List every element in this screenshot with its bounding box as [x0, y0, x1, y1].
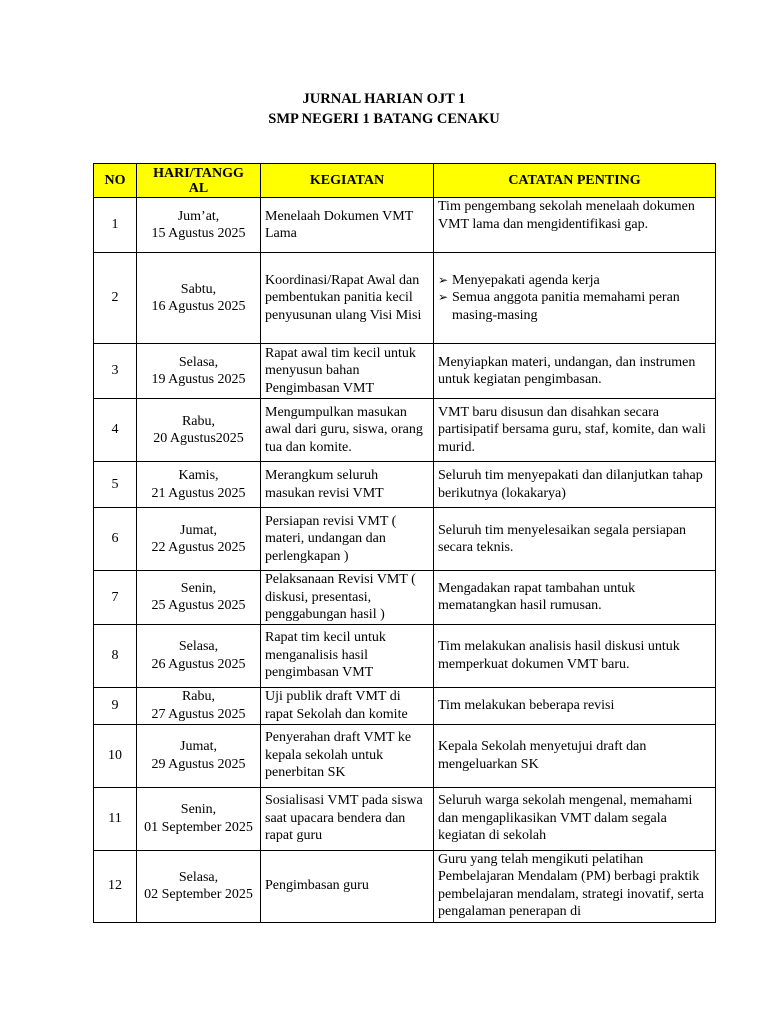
row-day-date: [137, 399, 261, 462]
row-date: 15 Agustus 2025: [151, 226, 246, 241]
table-row: [94, 462, 716, 508]
table-row: [94, 571, 716, 625]
row-date: 16 Agustus 2025: [151, 299, 246, 314]
table-row: [94, 624, 716, 687]
row-notes: Mengadakan rapat tambahan untuk mematangkan hasil rumusan.: [434, 571, 716, 625]
row-activity: Menelaah Dokumen VMT Lama: [261, 198, 434, 253]
row-number: 9: [94, 687, 137, 724]
row-day: Sabtu,: [180, 281, 217, 297]
header-activity: KEGIATAN: [261, 164, 434, 198]
row-notes: Guru yang telah mengikuti pelatihan Pembelajaran Mendalam (PM) berbagi praktik pembelajaran mendalam, strategi inovatif, serta pengalaman penerapan di: [434, 850, 716, 922]
row-number: 2: [94, 253, 137, 344]
notes-bullet-list: [438, 272, 711, 325]
row-day: Selasa,: [178, 869, 219, 885]
row-day-date: [137, 850, 261, 922]
table-row: [94, 787, 716, 850]
row-notes: Tim pengembang sekolah menelaah dokumen VMT lama dan mengidentifikasi gap.: [434, 198, 716, 253]
row-notes: Seluruh tim menyepakati dan dilanjutkan tahap berikutnya (lokakarya): [434, 462, 716, 508]
row-number: 3: [94, 344, 137, 399]
row-date: 20 Agustus2025: [153, 431, 244, 446]
table-row: [94, 399, 716, 462]
row-day-date: [137, 624, 261, 687]
table-row: [94, 724, 716, 787]
row-day: Rabu,: [181, 413, 216, 429]
row-activity: Rapat awal tim kecil untuk menyusun bahan Pengimbasan VMT: [261, 344, 434, 399]
row-date: 21 Agustus 2025: [151, 485, 246, 501]
row-date: 25 Agustus 2025: [151, 598, 246, 614]
row-day-date: [137, 571, 261, 625]
row-date: 29 Agustus 2025: [151, 756, 246, 772]
row-day: Senin,: [180, 580, 217, 596]
row-activity: Penyerahan draft VMT ke kepala sekolah untuk penerbitan SK: [261, 724, 434, 787]
row-number: 12: [94, 850, 137, 922]
row-day: Rabu,: [181, 689, 216, 704]
row-number: 5: [94, 462, 137, 508]
row-activity: Uji publik draft VMT di rapat Sekolah dan komite: [261, 687, 434, 724]
header-row: [94, 164, 716, 198]
row-day: Jum’at,: [177, 208, 220, 224]
row-notes: Seluruh tim menyelesaikan segala persiapan secara teknis.: [434, 508, 716, 571]
row-activity: Persiapan revisi VMT ( materi, undangan dan perlengkapan ): [261, 508, 434, 571]
list-item: ➢ Semua anggota panitia memahami peran masing-masing: [438, 289, 711, 324]
row-activity: Sosialisasi VMT pada siswa saat upacara bendera dan rapat guru: [261, 787, 434, 850]
school-name: SMP NEGERI 1 BATANG CENAKU: [268, 111, 500, 127]
row-day: Kamis,: [178, 468, 219, 483]
row-notes: Kepala Sekolah menyetujui draft dan mengeluarkan SK: [434, 724, 716, 787]
row-date: 27 Agustus 2025: [151, 706, 246, 722]
row-notes: [434, 253, 716, 344]
row-notes: Tim melakukan analisis hasil diskusi untuk memperkuat dokumen VMT baru.: [434, 624, 716, 687]
table-row: [94, 508, 716, 571]
row-day: Selasa,: [178, 354, 219, 370]
row-day-date: [137, 344, 261, 399]
row-number: 8: [94, 624, 137, 687]
row-day: Jumat,: [180, 739, 217, 754]
row-number: 4: [94, 399, 137, 462]
row-activity: Koordinasi/Rapat Awal dan pembentukan panitia kecil penyusunan ulang Visi Misi: [261, 253, 434, 344]
row-number: 11: [94, 787, 137, 850]
row-day: Senin,: [180, 802, 217, 817]
row-date: 26 Agustus 2025: [151, 656, 246, 672]
row-activity: Merangkum seluruh masukan revisi VMT: [261, 462, 434, 508]
row-number: 7: [94, 571, 137, 625]
row-date: 01 September 2025: [144, 819, 253, 835]
row-day-date: [137, 787, 261, 850]
row-date: 22 Agustus 2025: [151, 540, 246, 555]
table-row: [94, 687, 716, 724]
table-row: [94, 198, 716, 253]
journal-table: [93, 163, 716, 923]
row-day: Jumat,: [180, 522, 217, 538]
row-day-date: [137, 508, 261, 571]
table-row: [94, 850, 716, 922]
row-day-date: [137, 198, 261, 253]
header-notes: CATATAN PENTING: [434, 164, 716, 198]
row-number: 1: [94, 198, 137, 253]
table-row: [94, 253, 716, 344]
header-no: NO: [94, 164, 137, 198]
row-day-date: [137, 724, 261, 787]
row-day-date: [137, 462, 261, 508]
row-day-date: [137, 253, 261, 344]
row-activity: Pelaksanaan Revisi VMT ( diskusi, presentasi, penggabungan hasil ): [261, 571, 434, 625]
row-number: 6: [94, 508, 137, 571]
row-date: 19 Agustus 2025: [151, 372, 246, 387]
header-day-date: HARI/TANGG AL: [137, 164, 261, 198]
list-item: ➢ Menyepakati agenda kerja: [438, 272, 711, 290]
row-activity: Mengumpulkan masukan awal dari guru, siswa, orang tua dan komite.: [261, 399, 434, 462]
row-notes: Seluruh warga sekolah mengenal, memahami dan mengaplikasikan VMT dalam segala kegiatan di sekolah: [434, 787, 716, 850]
row-date: 02 September 2025: [144, 887, 253, 902]
row-day: Selasa,: [178, 639, 219, 654]
row-activity: Rapat tim kecil untuk menganalisis hasil pengimbasan VMT: [261, 624, 434, 687]
row-activity: Pengimbasan guru: [261, 850, 434, 922]
row-notes: Tim melakukan beberapa revisi: [434, 687, 716, 724]
row-notes: VMT baru disusun dan disahkan secara partisipatif bersama guru, staf, komite, dan wali murid.: [434, 399, 716, 462]
document-title: JURNAL HARIAN OJT 1: [302, 91, 466, 107]
row-number: 10: [94, 724, 137, 787]
row-notes: Menyiapkan materi, undangan, dan instrumen untuk kegiatan pengimbasan.: [434, 344, 716, 399]
row-day-date: [137, 687, 261, 724]
table-row: [94, 344, 716, 399]
